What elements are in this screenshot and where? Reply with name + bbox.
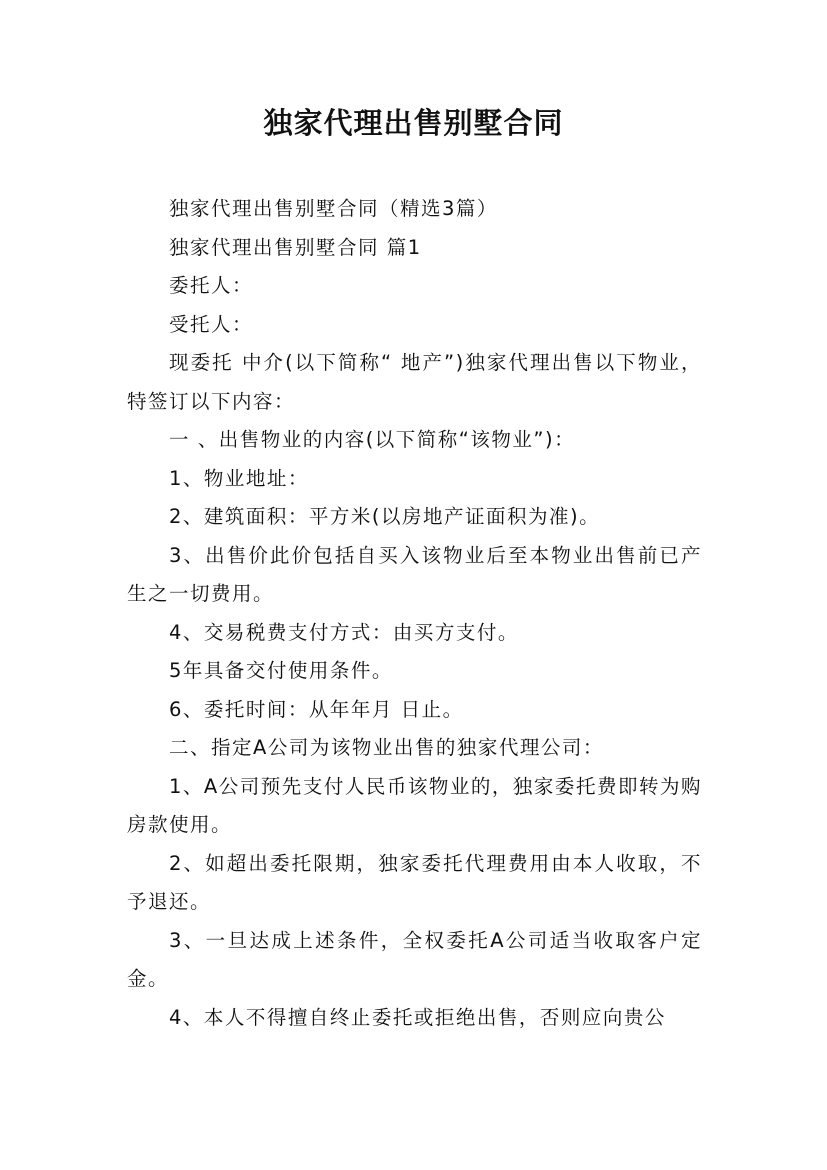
document-body: [127, 190, 702, 1037]
paragraph-clause-1-2: 2、建筑面积：平方米(以房地产证面积为准)。: [169, 505, 601, 528]
paragraph-clause-1-heading: 一 、出售物业的内容(以下简称“该物业”)：: [169, 428, 576, 451]
paragraph-section-heading: 独家代理出售别墅合同 篇1: [169, 235, 422, 259]
paragraph-clause-1-3: 3、出售价此价包括自买入该物业后至本物业出售前已产生之一切费用。: [127, 543, 702, 605]
paragraph-clause-2-3: 3、一旦达成上述条件，全权委托A公司适当收取客户定金。: [127, 928, 702, 990]
paragraph-clause-2-1: 1、A公司预先支付人民币该物业的，独家委托费即转为购房款使用。: [127, 774, 702, 836]
paragraph-clause-2-2: 2、如超出委托限期，独家委托代理费用由本人收取，不予退还。: [127, 851, 702, 913]
paragraph-agent: 受托人：: [169, 312, 254, 336]
paragraph-clause-1-6: 6、委托时间：从年年月 日止。: [169, 697, 464, 721]
paragraph-intro: 现委托 中介(以下简称“ 地产”)独家代理出售以下物业，特签订以下内容：: [127, 351, 702, 413]
paragraph-clause-1-4: 4、交易税费支付方式：由买方支付。: [169, 620, 519, 644]
document-title: 独家代理出售别墅合同: [263, 106, 564, 140]
paragraph-clause-2-heading: 二、指定A公司为该物业出售的独家代理公司：: [169, 736, 604, 759]
paragraph-principal: 委托人：: [169, 274, 254, 297]
paragraph-clause-2-4: 4、本人不得擅自终止委托或拒绝出售，否则应向贵公: [169, 1005, 666, 1029]
paragraph-subtitle: 独家代理出售别墅合同（精选3篇）: [169, 197, 498, 220]
paragraph-clause-1-5: 5年具备交付使用条件。: [169, 659, 393, 682]
paragraph-clause-1-1: 1、物业地址：: [169, 466, 309, 490]
